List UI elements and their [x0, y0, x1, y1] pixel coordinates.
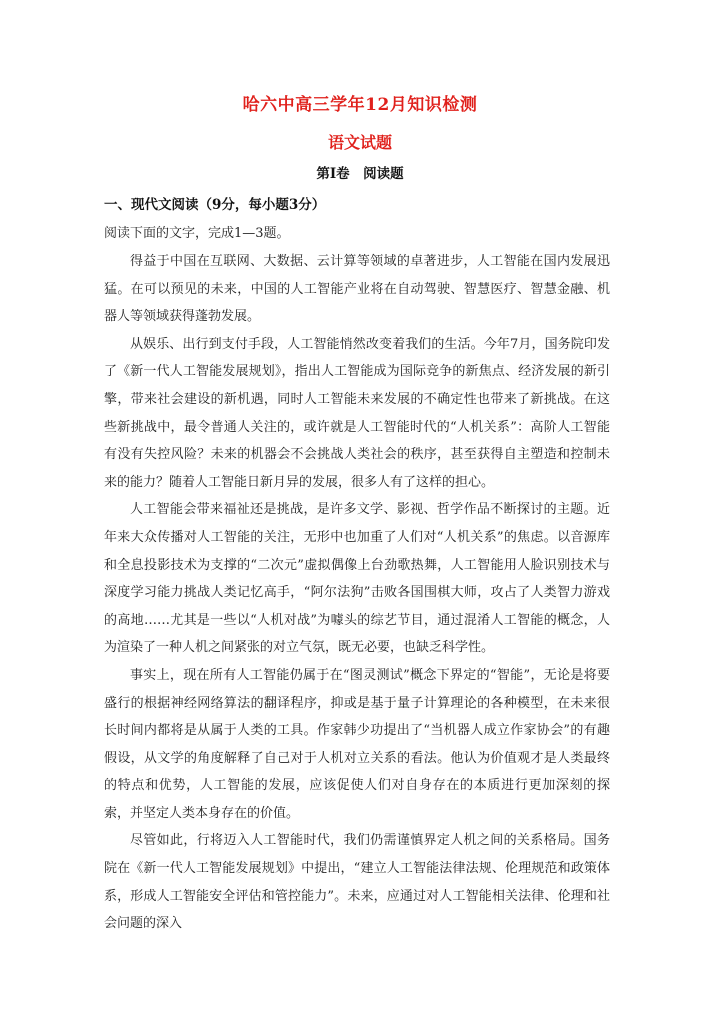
passage-paragraph: 事实上，现在所有人工智能仍属于在“图灵测试”概念下界定的“智能”，无论是将要盛行的根据神经网络算法的翻译程序，抑或是基于量子计算理论的各种模型，在未来很长时间内都将是从属于人类的工具。作家韩少功提出了“当机器人成立作家协会”的有趣假设，从文学的角度解释了自己对于人机对立关系的看法。他认为价值观才是人类最终的特点和优势，人工智能的发展，应该促使人们对自身存在的本质进行更加深刻的探索，并坚定人类本身存在的价值。 — [104, 667, 610, 821]
section-heading: 一、现代文阅读（9分，每小题3分） — [104, 197, 326, 213]
exam-title: 哈六中高三学年12月知识检测 — [242, 95, 478, 115]
passage-paragraph: 得益于中国在互联网、大数据、云计算等领域的卓著进步，人工智能在国内发展迅猛。在可以预见的未来，中国的人工智能产业将在自动驾驶、智慧医疗、智慧金融、机器人等领域获得蓬勃发展。 — [104, 254, 610, 325]
passage-body — [104, 248, 610, 938]
passage-paragraph: 人工智能会带来福祉还是挑战，是许多文学、影视、哲学作品不断探讨的主题。近年来大众传播对人工智能的关注，无形中也加重了人们对“人机关系”的焦虑。以音源库和全息投影技术为支撑的“二次元”虚拟偶像上台劲歌热舞，人工智能用人脸识别技术与深度学习能力挑战人类记忆高手，“阿尔法狗”击败各国围棋大师，攻占了人类智力游戏的高地……尤其是一些以“人机对战”为噱头的综艺节目，通过混淆人工智能的概念，人为渲染了一种人机之间紧张的对立气氛，既无必要，也缺乏科学性。 — [104, 502, 610, 656]
passage-paragraph: 从娱乐、出行到支付手段，人工智能悄然改变着我们的生活。今年7月，国务院印发了《新一代人工智能发展规划》，指出人工智能成为国际竞争的新焦点、经济发展的新引擎，带来社会建设的新机遇，同时人工智能未来发展的不确定性也带来了新挑战。在这些新挑战中，最令普通人关注的，或许就是人工智能时代的“人机关系”：高阶人工智能有没有失控风险？未来的机器会不会挑战人类社会的秩序，甚至获得自主塑造和控制未来的能力？随着人工智能日新月异的发展，很多人有了这样的担心。 — [104, 336, 610, 490]
volume-heading: 第Ⅰ卷 阅读题 — [316, 166, 404, 182]
exam-subtitle: 语文试题 — [327, 133, 392, 152]
passage-paragraph: 尽管如此，行将迈入人工智能时代，我们仍需谨慎界定人机之间的关系格局。国务院在《新一代人工智能发展规划》中提出，“建立人工智能法律法规、伦理规范和政策体系，形成人工智能安全评估和管控能力”。未来，应通过对人工智能相关法律、伦理和社会问题的深入 — [104, 833, 610, 932]
reading-instruction: 阅读下面的文字，完成1—3题。 — [104, 226, 290, 241]
